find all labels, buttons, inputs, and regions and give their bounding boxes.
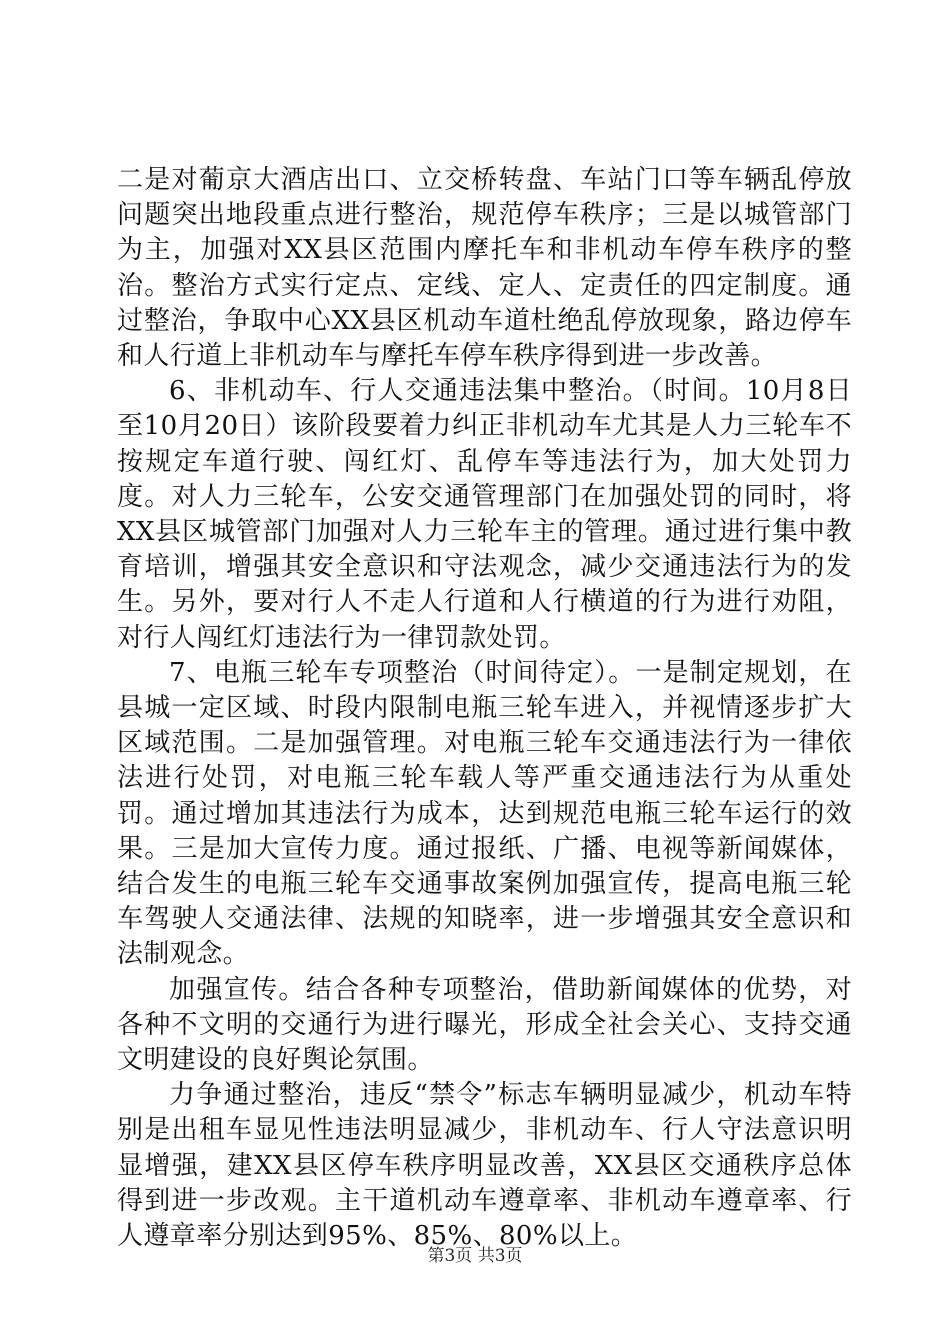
paragraph-item-6: 6、非机动车、行人交通违法集中整治。（时间。10月8日至10月20日）该阶段要着力纠正非机动车尤其是人力三轮车不按规定车道行驶、闯红灯、乱停车等违法行为，加大处罚力度。对人力三轮车，公安交通管理部门在加强处罚的同时，将XX县区城管部门加强对人力三轮车主的管理。通过进行集中教育培训，增强其安全意识和守法观念，减少交通违法行为的发生。另外，要对行人不走人行道和人行横道的行为进行劝阻，对行人闯红灯违法行为一律罚款处罚。 (117, 376, 852, 653)
paragraph-goals: 力争通过整治，违反“禁令”标志车辆明显减少，机动车特别是出租车显见性违法明显减少，非机动车、行人守法意识明显增强，建XX县区停车秩序明显改善，XX县区交通秩序总体得到进一步改观。主干道机动车遵章率、非机动车遵章率、行人遵章率分别达到95%、85%、80%以上。 (117, 1080, 852, 1252)
paragraph-item-7: 7、电瓶三轮车专项整治（时间待定）。一是制定规划，在县城一定区域、时段内限制电瓶三轮车进入，并视情逐步扩大区域范围。二是加强管理。对电瓶三轮车交通违法行为一律依法进行处罚，对电瓶三轮车载人等严重交通违法行为从重处罚。通过增加其违法行为成本，达到规范电瓶三轮车运行的效果。三是加大宣传力度。通过报纸、广播、电视等新闻媒体，结合发生的电瓶三轮车交通事故案例加强宣传，提高电瓶三轮车驾驶人交通法律、法规的知晓率，进一步增强其安全意识和法制观念。 (117, 657, 852, 970)
paragraph-publicity: 加强宣传。结合各种专项整治，借助新闻媒体的优势，对各种不文明的交通行为进行曝光，形成全社会关心、支持交通文明建设的良好舆论氛围。 (117, 974, 852, 1076)
paragraph-continuation: 二是对葡京大酒店出口、立交桥转盘、车站门口等车辆乱停放问题突出地段重点进行整治，规范停车秩序；三是以城管部门为主，加强对XX县区范围内摩托车和非机动车停车秩序的整治。整治方式实行定点、定线、定人、定责任的四定制度。通过整治，争取中心XX县区机动车道杜绝乱停放现象，路边停车和人行道上非机动车与摩托车停车秩序得到进一步改善。 (117, 165, 852, 372)
document-body (117, 163, 852, 1254)
page-footer: 第3页 共3页 (427, 1246, 523, 1266)
